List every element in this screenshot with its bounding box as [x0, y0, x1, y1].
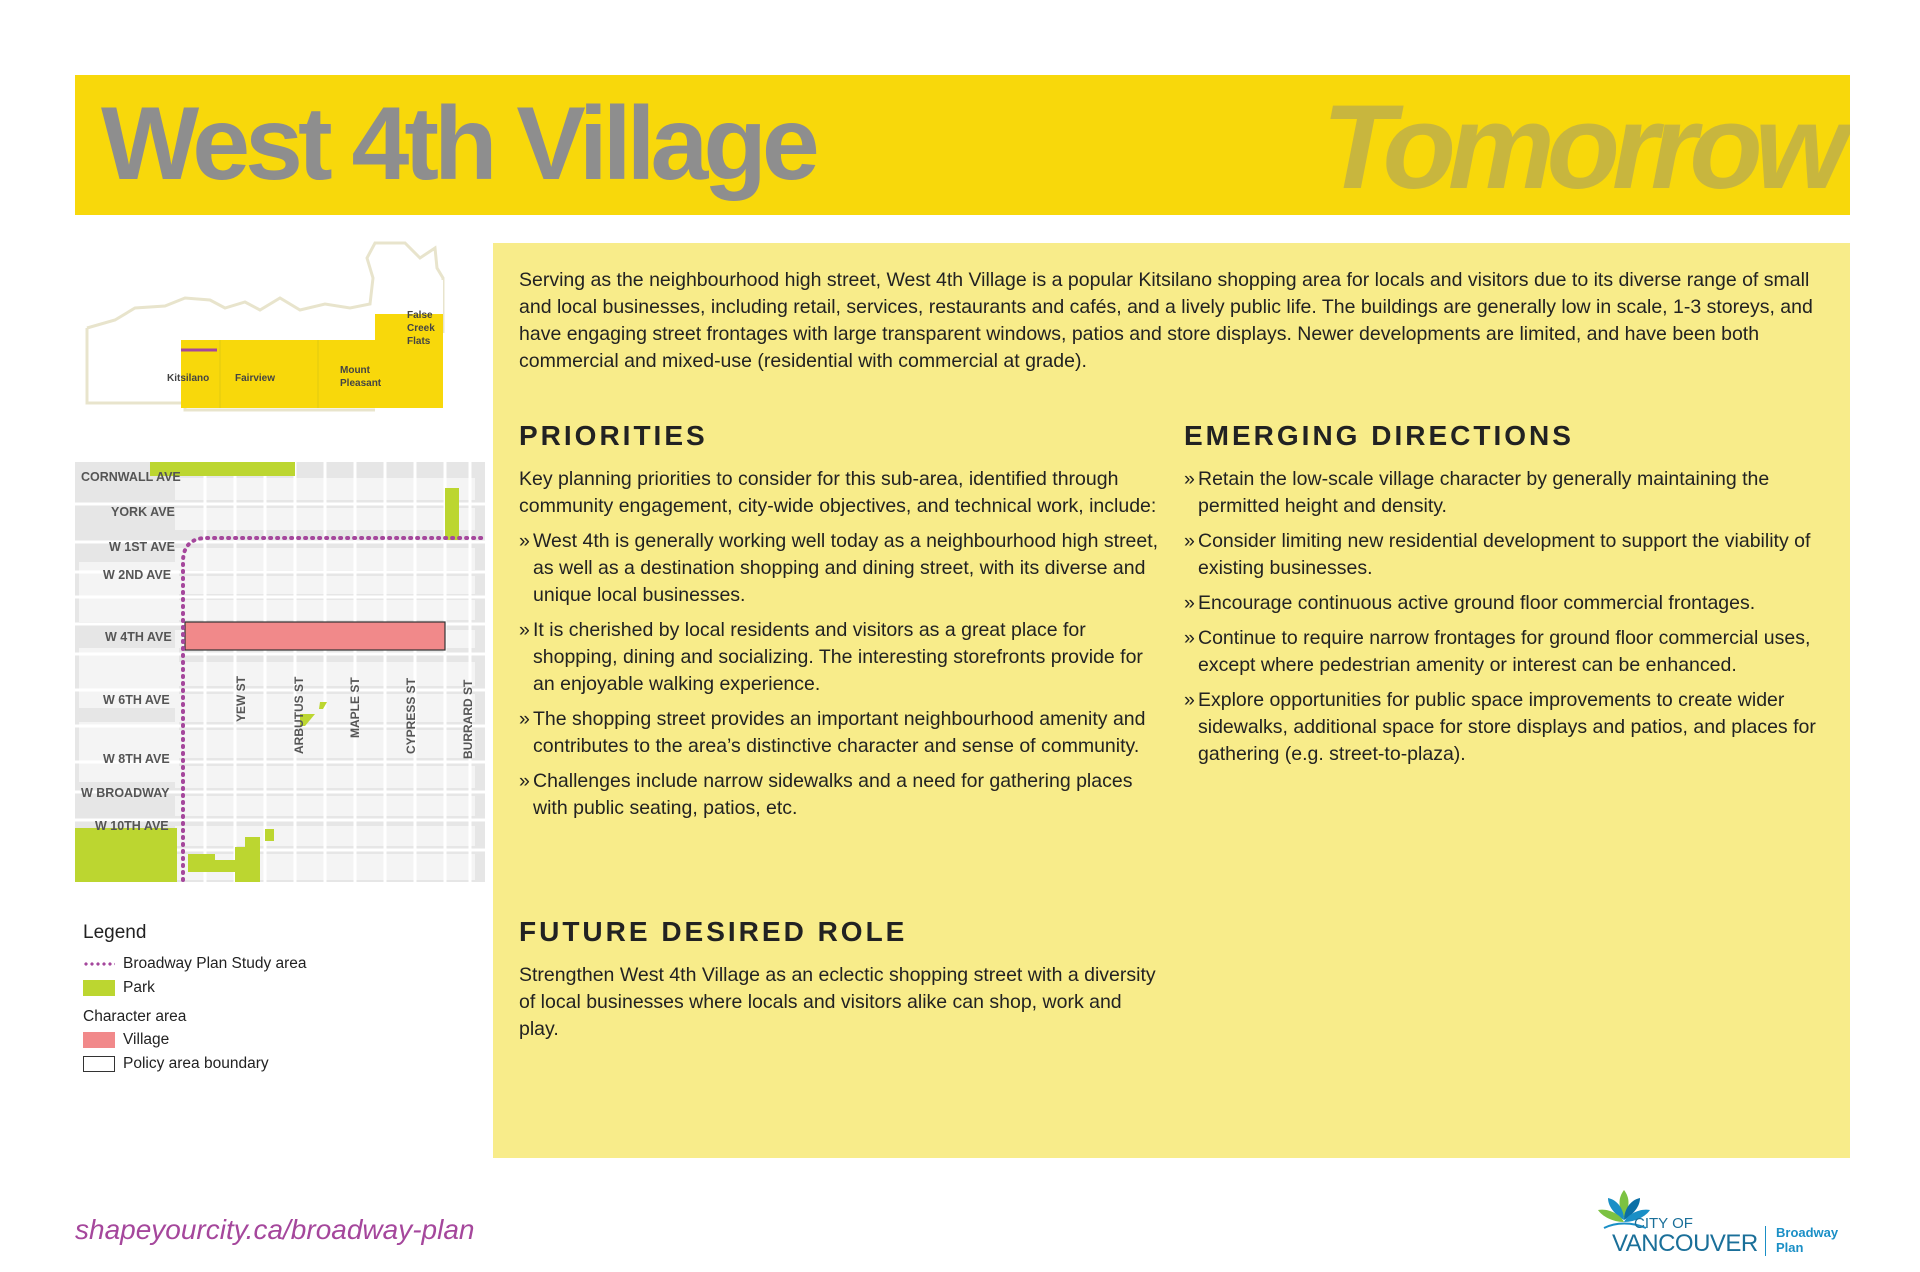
future-role-section — [519, 917, 1159, 1051]
priority-item: » Challenges include narrow sidewalks and a need for gathering places with public seating, patios, etc. — [519, 768, 1159, 822]
page-subtitle: Tomorrow — [1321, 80, 1840, 214]
keymap-label-mount: Mount — [340, 365, 370, 376]
keymap-label-fairview: Fairview — [235, 373, 276, 384]
direction-item: » Encourage continuous active ground floor commercial frontages. — [1184, 590, 1824, 617]
emerging-directions-heading: EMERGING DIRECTIONS — [1184, 420, 1574, 451]
logo-city-of: CITY OF — [1634, 1215, 1693, 1232]
legend-boundary-label: Policy area boundary — [123, 1055, 269, 1072]
label-w10th-ave: W 10TH AVE — [95, 819, 169, 833]
label-w2nd-ave: W 2ND AVE — [103, 568, 172, 582]
label-w8th-ave: W 8TH AVE — [103, 752, 170, 766]
priority-item: » The shopping street provides an important neighbourhood amenity and contributes to the area’s distinctive character and sense of community. — [519, 706, 1159, 760]
keymap-label-false: False — [407, 310, 433, 321]
keymap-label-creek: Creek — [407, 323, 435, 334]
label-arbutus-st: ARBUTUS ST — [292, 676, 306, 754]
label-burrard-st: BURRARD ST — [461, 679, 475, 759]
website-link[interactable]: shapeyourcity.ca/broadway-plan — [75, 1214, 475, 1245]
logo-divider — [1765, 1226, 1766, 1256]
priority-item: » West 4th is generally working well today as a neighbourhood high street, as well as a destination shopping and dining street, with its diverse and unique local businesses. — [519, 528, 1159, 609]
logo-broadway: Broadway — [1776, 1225, 1839, 1240]
direction-item: » Consider limiting new residential development to support the viability of existing businesses. — [1184, 528, 1824, 582]
priorities-section — [519, 421, 1159, 830]
boundary-swatch — [83, 1056, 115, 1072]
intro-text: Serving as the neighbourhood high street, West 4th Village is a popular Kitsilano shopping area for locals and visitors due to its diverse range of small and local businesses, including retail, services, restaurants and cafés, and a lively public life. The buildings are generally low in scale, 1-3 storeys, and have engaging street frontages with large transparent windows, patios and store displays. Newer developments are limited, and have been both commercial and mixed-use (residential with commercial at grade). — [519, 269, 1813, 372]
village-swatch — [83, 1032, 115, 1048]
label-w-broadway: W BROADWAY — [81, 786, 170, 800]
map-legend — [83, 922, 413, 1076]
legend-character-area: Character area — [83, 1008, 187, 1025]
legend-title: Legend — [83, 922, 147, 943]
label-w1st-ave: W 1ST AVE — [109, 540, 175, 554]
logo-vancouver: VANCOUVER — [1612, 1230, 1758, 1257]
key-map — [75, 238, 455, 418]
legend-park — [83, 976, 413, 1000]
label-yew-st: YEW ST — [234, 675, 248, 722]
logo-plan: Plan — [1776, 1240, 1804, 1255]
legend-village-label: Village — [123, 1031, 170, 1048]
priority-item: » It is cherished by local residents and visitors as a great place for shopping, dining and socializing. The interesting storefronts provide for an enjoyable walking experience. — [519, 617, 1159, 698]
legend-study-area — [83, 952, 413, 976]
street-map — [75, 462, 485, 882]
keymap-label-pleasant: Pleasant — [340, 378, 382, 389]
label-york-ave: YORK AVE — [111, 505, 175, 519]
direction-item: » Retain the low-scale village character by generally maintaining the permitted height and density. — [1184, 466, 1824, 520]
future-role-heading: FUTURE DESIRED ROLE — [519, 916, 908, 947]
legend-park-label: Park — [123, 979, 155, 996]
legend-study-area-label: Broadway Plan Study area — [123, 955, 307, 972]
future-role-text: Strengthen West 4th Village as an eclectic shopping street with a diversity of local businesses where locals and visitors alike can shop, work and play. — [519, 963, 1156, 1040]
content-panel — [493, 243, 1850, 1158]
keymap-label-flats: Flats — [407, 336, 431, 347]
legend-village — [83, 1028, 413, 1052]
emerging-directions-section — [1184, 421, 1824, 776]
page-title: West 4th Village — [101, 86, 815, 202]
city-of-vancouver-logo — [1588, 1188, 1858, 1258]
label-maple-st: MAPLE ST — [348, 677, 362, 738]
label-cypress-st: CYPRESS ST — [404, 677, 418, 754]
priorities-list — [519, 528, 1159, 822]
header-banner — [75, 75, 1850, 215]
priorities-lead: Key planning priorities to consider for this sub-area, identified through community engagement, city-wide objectives, and technical work, include: — [519, 467, 1157, 517]
study-area-swatch — [83, 962, 115, 966]
keymap-label-kitsilano: Kitsilano — [167, 373, 210, 384]
direction-item: » Explore opportunities for public space improvements to create wider sidewalks, additional space for store displays and patios, and places for gathering (e.g. street-to-plaza). — [1184, 687, 1824, 768]
label-w6th-ave: W 6TH AVE — [103, 693, 170, 707]
emerging-directions-list — [1184, 466, 1824, 768]
direction-item: » Continue to require narrow frontages for ground floor commercial uses, except where pedestrian amenity or interest can be enhanced. — [1184, 625, 1824, 679]
park-swatch — [83, 980, 115, 996]
label-w4th-ave: W 4TH AVE — [105, 630, 172, 644]
legend-boundary — [83, 1052, 413, 1076]
priorities-heading: PRIORITIES — [519, 420, 708, 451]
label-cornwall-ave: CORNWALL AVE — [81, 470, 181, 484]
